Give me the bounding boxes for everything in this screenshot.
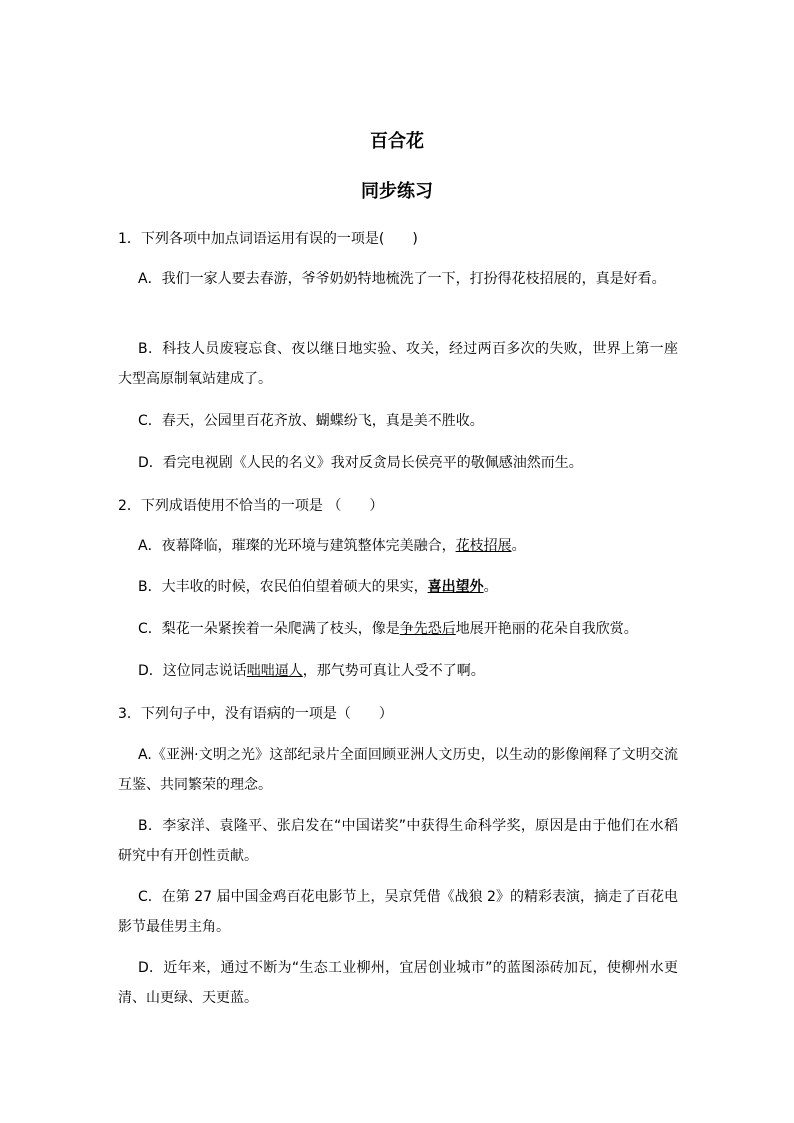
question-3-option-d: D．近年来，通过不断为“生态工业柳州，宜居创业城市”的蓝图添砖加瓦，使柳州水更清、山更绿、天更蓝。 bbox=[118, 960, 678, 1006]
document-title: 百合花 bbox=[370, 131, 424, 152]
question-2-option-a bbox=[118, 531, 678, 561]
option-text: 。 bbox=[483, 579, 498, 595]
option-text: ，那气势可真让人受不了啊。 bbox=[302, 663, 485, 679]
option-text: C．梨花一朵紧挨着一朵爬满了枝头，像是 bbox=[138, 621, 400, 637]
option-text: B．大丰收的时候，农民伯伯望着硕大的果实， bbox=[138, 579, 428, 595]
option-text: A．夜幕降临，璀璨的光环境与建筑整体完美融合， bbox=[138, 538, 456, 554]
marked-idiom: 咄咄逼人 bbox=[246, 663, 303, 679]
marked-idiom: 花枝招展 bbox=[455, 538, 512, 554]
marked-idiom: 喜出望外 bbox=[427, 579, 484, 595]
question-2-option-c bbox=[118, 614, 678, 644]
option-text: 。 bbox=[511, 538, 526, 554]
option-text: D．这位同志说话 bbox=[138, 663, 247, 679]
marked-idiom: 争先恐后 bbox=[399, 621, 456, 637]
question-1-option-b: B．科技人员废寝忘食、夜以继日地实验、攻关，经过两百多次的失败，世界上第一座大型高原制氧站建成了。 bbox=[118, 341, 678, 387]
option-text: 地展开艳丽的花朵自我欣赏。 bbox=[455, 621, 638, 637]
question-1-option-a: A．我们一家人要去春游，爷爷奶奶特地梳洗了一下，打扮得花枝招展的，真是好看。 bbox=[138, 271, 666, 287]
question-1-option-d: D．看完电视剧《人民的名义》我对反贪局长侯亮平的敬佩感油然而生。 bbox=[138, 455, 583, 471]
question-2-option-d bbox=[118, 656, 678, 686]
question-1-option-c: C．春天，公园里百花齐放、蝴蝶纷飞，真是美不胜收。 bbox=[138, 413, 484, 429]
question-1-stem: 1．下列各项中加点词语运用有误的一项是( ) bbox=[118, 231, 418, 247]
question-2-stem: 2．下列成语使用不恰当的一项是 （ ） bbox=[118, 498, 384, 514]
question-3-stem: 3．下列句子中，没有语病的一项是（ ） bbox=[118, 706, 393, 722]
document-subtitle: 同步练习 bbox=[361, 181, 433, 202]
question-3-option-b: B．李家洋、袁隆平、张启发在“中国诺奖”中获得生命科学奖，原因是由于他们在水稻研究中有开创性贡献。 bbox=[118, 818, 678, 864]
question-3-option-a: A.《亚洲·文明之光》这部纪录片全面回顾亚洲人文历史，以生动的影像阐释了文明交流互鉴、共同繁荣的理念。 bbox=[118, 747, 678, 793]
question-2-option-b bbox=[118, 572, 678, 602]
question-3-option-c: C．在第 27 届中国金鸡百花电影节上，吴京凭借《战狼 2》的精彩表演，摘走了百花电影节最佳男主角。 bbox=[118, 889, 678, 935]
